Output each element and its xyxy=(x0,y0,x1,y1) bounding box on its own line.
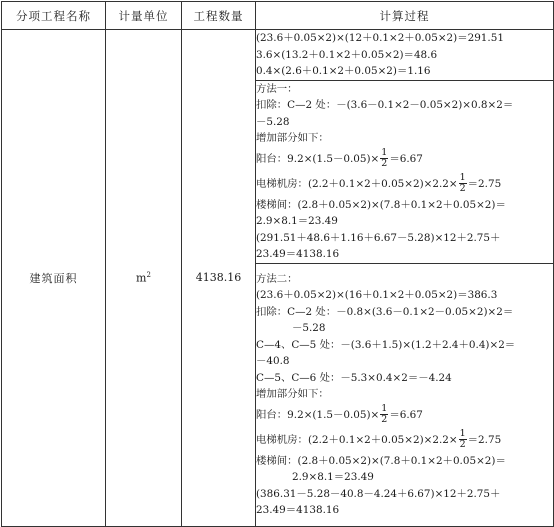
fraction-denominator: 2 xyxy=(381,414,388,425)
formula-text: ＝6.67 xyxy=(389,408,423,421)
formula-line: 楼梯间：(2.8＋0.05×2)×(7.8＋0.1×2＋0.05×2)＝ xyxy=(256,198,506,211)
unit-cell xyxy=(106,30,182,527)
fraction-numerator: 1 xyxy=(381,147,388,158)
formula-line: (291.51＋48.6＋1.16＋6.67－5.28)×12＋2.75＋ xyxy=(256,231,501,244)
formula-line: 2.9×8.1＝23.49 xyxy=(256,215,338,227)
formula-line: 扣除：C—2 处：－(3.6－0.1×2－0.05×2)×0.8×2＝ xyxy=(256,99,514,111)
formula-line: 23.49＝4138.16 xyxy=(256,248,340,260)
header-unit: 计量单位 xyxy=(106,2,182,30)
formula-line: C—5、C—6 处：－5.3×0.4×2＝－4.24 xyxy=(256,371,452,384)
formula-line: 扣除：C—2 处：－0.8×(3.6－0.1×2－0.05×2)×2＝ xyxy=(256,305,514,318)
section-title: 增加部分如下： xyxy=(256,132,329,144)
formula-line: －5.28 xyxy=(256,115,290,128)
header-item-name: 分项工程名称 xyxy=(2,2,106,30)
fraction-numerator: 1 xyxy=(459,172,466,183)
formula-text: ＝6.67 xyxy=(389,152,423,165)
header-row xyxy=(2,2,554,30)
formula-text: 阳台：9.2×(1.5－0.05)× xyxy=(256,152,380,165)
calculation-table xyxy=(1,1,554,527)
process-block-method-1 xyxy=(256,80,554,263)
formula-line: 23.49＝4138.16 xyxy=(256,504,340,516)
fraction xyxy=(380,148,388,169)
fraction-denominator: 2 xyxy=(381,158,388,169)
fraction-numerator: 1 xyxy=(381,403,388,414)
formula-line xyxy=(256,428,553,453)
formula-text: ＝2.75 xyxy=(467,433,502,446)
formula-line: 3.6×(13.2＋0.1×2＋0.05×2)＝48.6 xyxy=(256,48,438,61)
unit-exponent: 2 xyxy=(146,270,151,279)
section-title: 增加部分如下： xyxy=(256,388,329,400)
formula-line xyxy=(256,172,553,197)
process-block-1 xyxy=(256,30,554,81)
quantity-cell: 4138.16 xyxy=(182,30,256,527)
formula-line: －40.8 xyxy=(256,355,290,367)
header-process: 计算过程 xyxy=(256,2,554,30)
fraction-denominator: 2 xyxy=(459,439,466,450)
formula-line: C—4、C—5 处：－(3.6＋1.5)×(1.2＋2.4＋0.4)×2＝ xyxy=(256,338,516,351)
formula-line xyxy=(256,403,553,428)
formula-line: (23.6＋0.05×2)×(12＋0.1×2＋0.05×2)＝291.51 xyxy=(256,32,504,44)
method-title: 方法二： xyxy=(256,272,298,285)
formula-line: (386.31－5.28－40.8－4.24＋6.67)×12＋2.75＋ xyxy=(256,487,501,500)
fraction-numerator: 1 xyxy=(459,428,466,439)
formula-line: 2.9×8.1＝23.49 xyxy=(292,471,374,483)
formula-text: 电梯机房：(2.2＋0.1×2＋0.05×2)×2.2× xyxy=(256,433,458,446)
process-block-method-2 xyxy=(256,263,554,526)
item-name-cell: 建筑面积 xyxy=(2,30,106,527)
formula-line xyxy=(256,147,553,172)
fraction xyxy=(459,429,467,450)
formula-line: 楼梯间：(2.8＋0.05×2)×(7.8＋0.1×2＋0.05×2)＝ xyxy=(256,454,506,467)
formula-text: 阳台：9.2×(1.5－0.05)× xyxy=(256,408,380,421)
unit-base: m xyxy=(136,271,147,285)
formula-text: 电梯机房：(2.2＋0.1×2＋0.05×2)×2.2× xyxy=(256,177,458,190)
fraction-denominator: 2 xyxy=(459,183,466,194)
fraction xyxy=(459,173,467,194)
formula-text: ＝2.75 xyxy=(467,177,502,190)
method-title: 方法一： xyxy=(256,82,298,95)
table-row xyxy=(2,30,554,81)
formula-line: －5.28 xyxy=(292,322,326,334)
fraction xyxy=(380,404,388,425)
formula-line: (23.6＋0.05×2)×(16＋0.1×2＋0.05×2)＝386.3 xyxy=(256,289,498,301)
formula-line: 0.4×(2.6＋0.1×2＋0.05×2)＝1.16 xyxy=(256,65,431,77)
header-quantity: 工程数量 xyxy=(182,2,256,30)
